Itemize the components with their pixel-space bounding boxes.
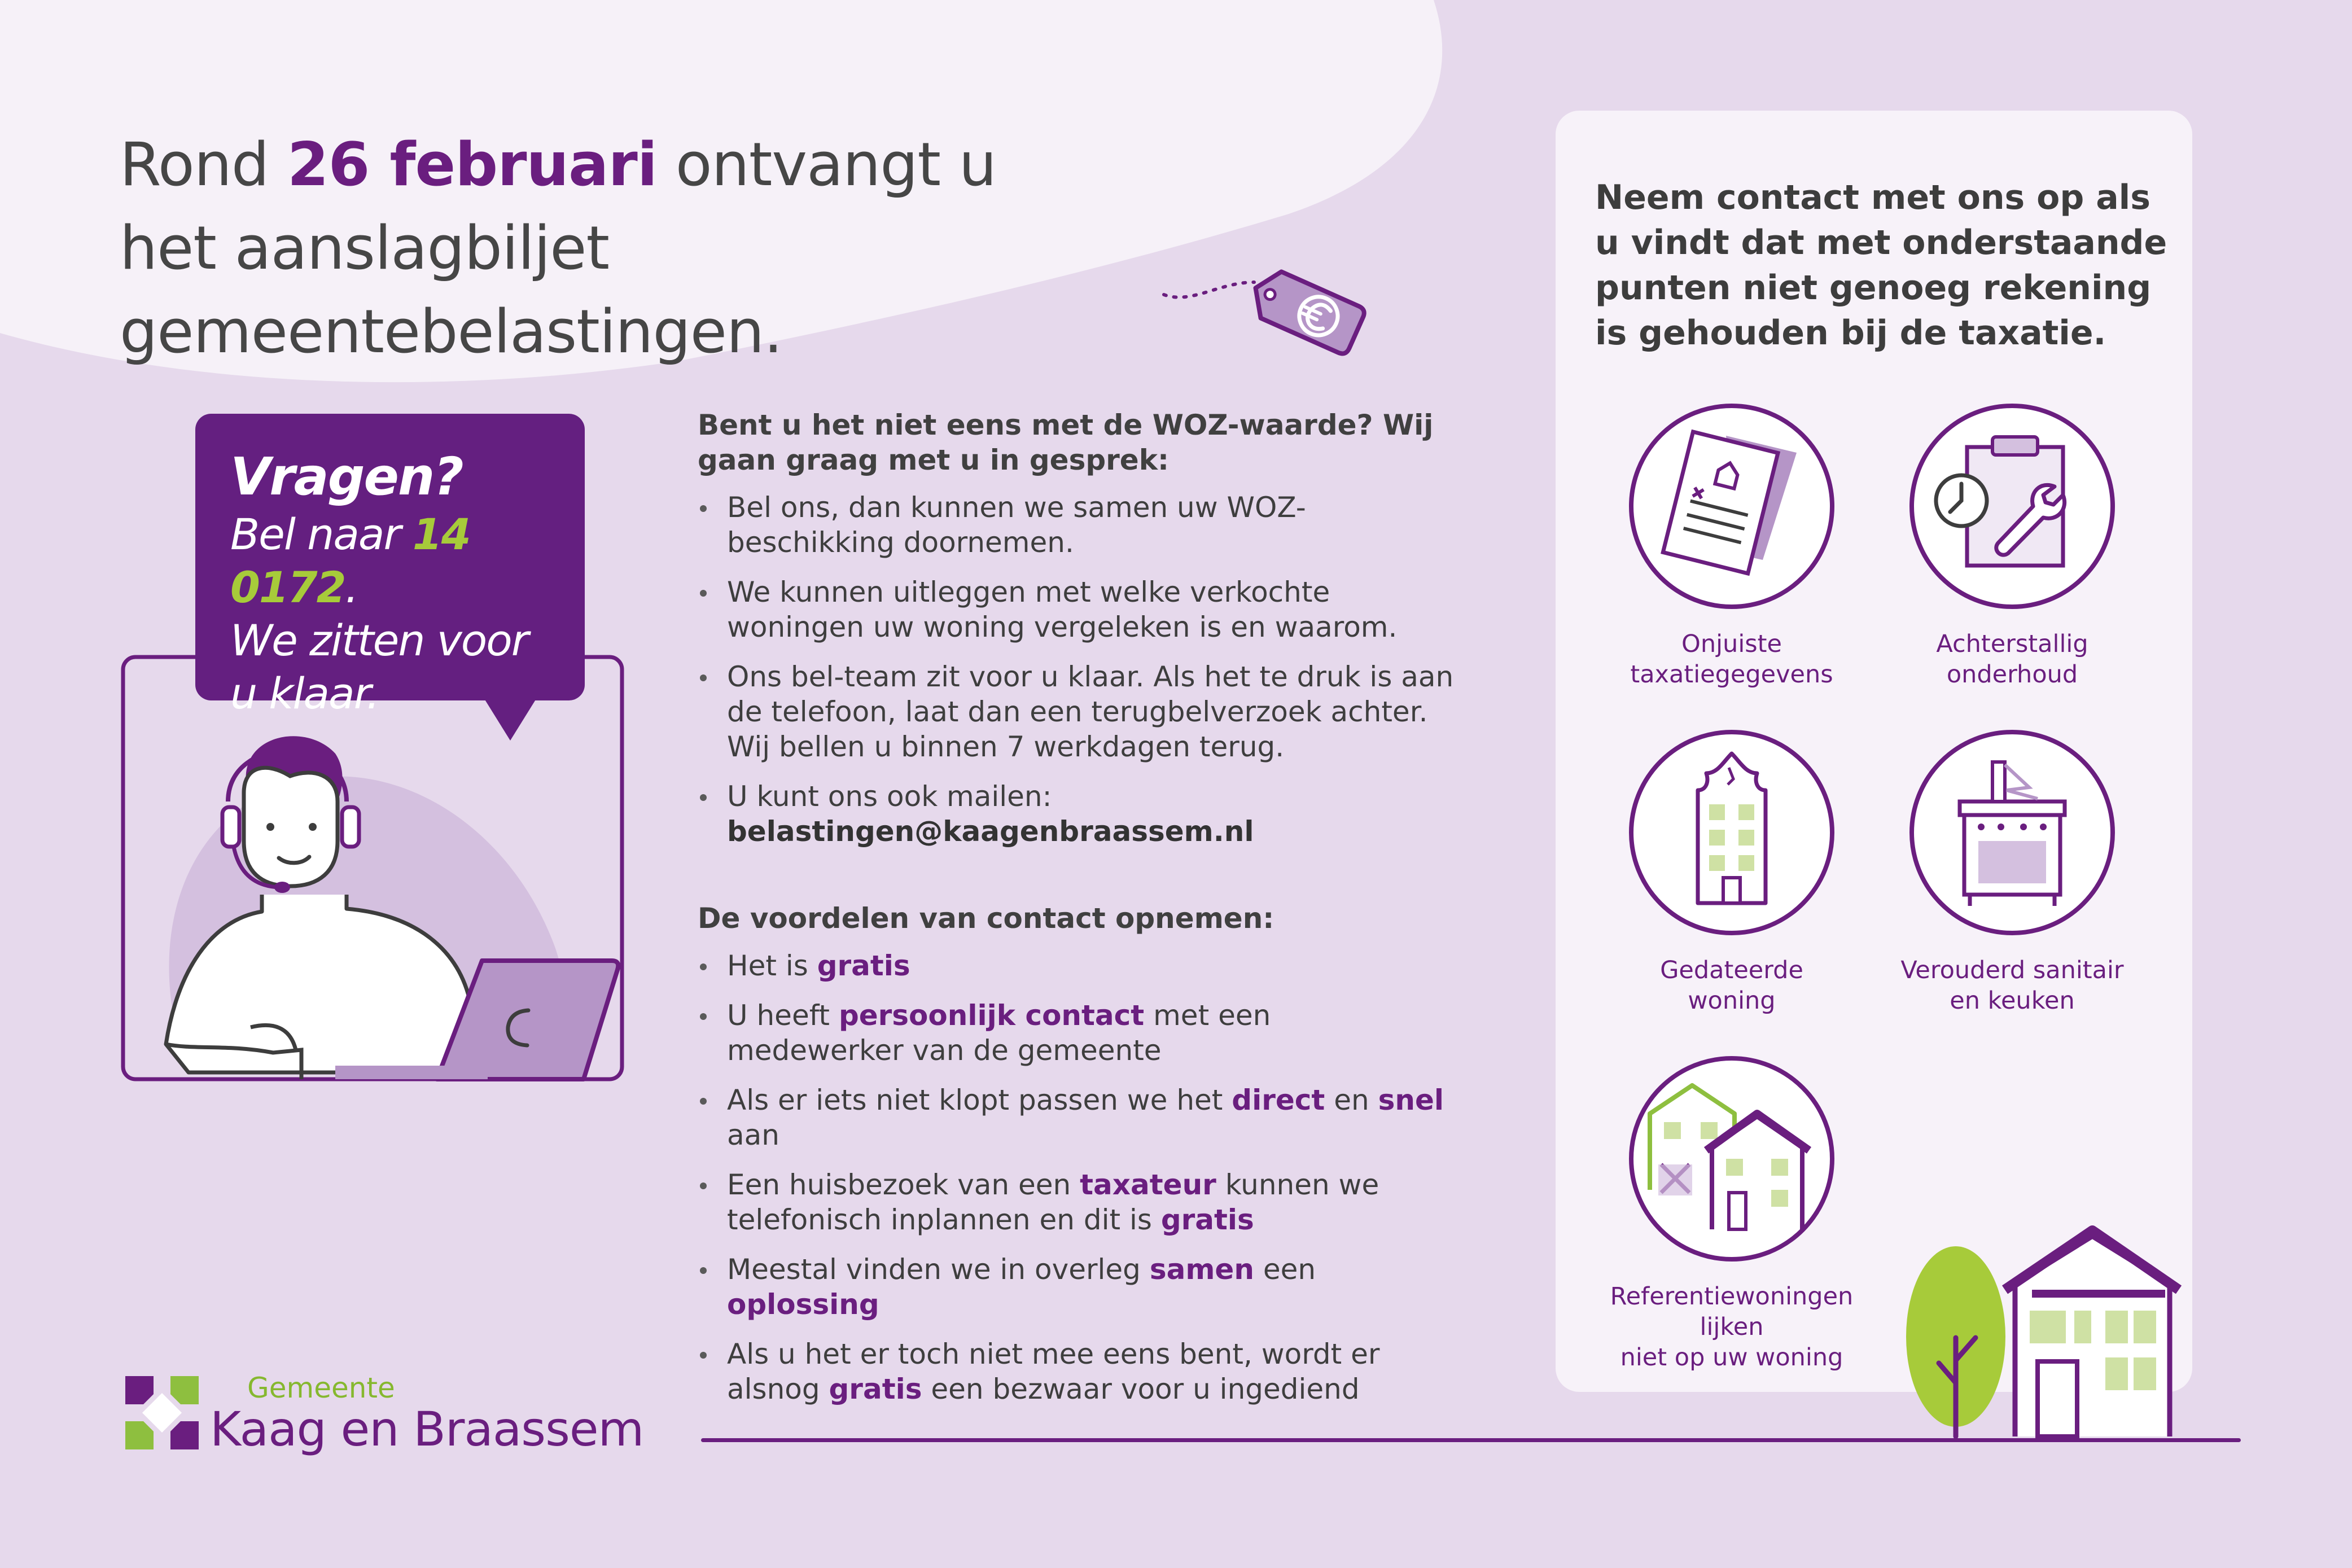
page-headline: Rond 26 februari ontvangt u het aanslagbiljet gemeentebelastingen. <box>120 130 996 366</box>
list-item: U kunt ons ook mailen: belastingen@kaagenbraassem.nl <box>698 779 1454 849</box>
houses-compare-icon <box>1627 1054 1836 1263</box>
ground-line <box>701 1438 2241 1442</box>
document-house-icon <box>1627 402 1836 611</box>
municipality-logo-icon <box>120 1370 204 1455</box>
phone-number[interactable]: 14 0172 <box>230 509 470 612</box>
list-item: Als u het er toch niet mee eens bent, wordt er alsnog gratis een bezwaar voor u ingediend <box>698 1337 1454 1407</box>
point-label-2: Achterstallig onderhoud <box>1936 630 2088 689</box>
point-label-4: Verouderd sanitair en keuken <box>1900 956 2124 1015</box>
list-item: We kunnen uitleggen met welke verkochte woningen uw woning vergeleken is en waarom. <box>698 575 1454 645</box>
list-item: Het is gratis <box>698 948 1454 983</box>
stove-icon <box>1908 728 2117 937</box>
woz-bullet-list <box>698 490 1454 849</box>
list-item: Een huisbezoek van een taxateur kunnen we telefonisch inplannen en dit is gratis <box>698 1167 1454 1237</box>
email-link[interactable]: belastingen@kaagenbraassem.nl <box>727 815 1254 848</box>
list-item: Bel ons, dan kunnen we samen uw WOZ-beschikking doornemen. <box>698 490 1454 560</box>
contact-bubble-text: Vragen? Bel naar 14 0172. We zitten voor u klaar. <box>230 446 580 720</box>
point-label-1: Onjuiste taxatiegegevens <box>1630 630 1833 689</box>
tree-and-house-illustration <box>1897 1214 2213 1451</box>
woz-section <box>698 408 1454 864</box>
benefits-bullet-list <box>698 948 1454 1407</box>
point-label-3: Gedateerde woning <box>1660 956 1803 1015</box>
woz-intro: Bent u het niet eens met de WOZ-waarde? Wij gaan graag met u in gesprek: <box>698 409 1434 476</box>
list-item: Meestal vinden we in overleg samen een oplossing <box>698 1252 1454 1322</box>
municipality-logo-text: Gemeente Kaag en Braassem <box>210 1372 644 1457</box>
headline-date: 26 februari <box>287 130 658 199</box>
clipboard-clock-wrench-icon <box>1908 402 2117 611</box>
benefits-title: De voordelen van contact opnemen: <box>698 902 1274 935</box>
list-item: U heeft persoonlijk contact met een medewerker van de gemeente <box>698 998 1454 1068</box>
point-label-5: Referentiewoningen lijken niet op uw woning <box>1610 1282 1854 1372</box>
card-title: Neem contact met ons op als u vindt dat met onderstaande punten niet genoeg rekening is gehouden bij de taxatie. <box>1595 178 2167 353</box>
benefits-section <box>698 901 1454 1421</box>
old-building-icon <box>1627 728 1836 937</box>
bubble-title: Vragen? <box>230 446 463 507</box>
list-item: Ons bel-team zit voor u klaar. Als het te druk is aan de telefoon, laat dan een terugbelverzoek achter. Wij bellen u binnen 7 werkdagen terug. <box>698 659 1454 764</box>
list-item: Als er iets niet klopt passen we het direct en snel aan <box>698 1083 1454 1153</box>
